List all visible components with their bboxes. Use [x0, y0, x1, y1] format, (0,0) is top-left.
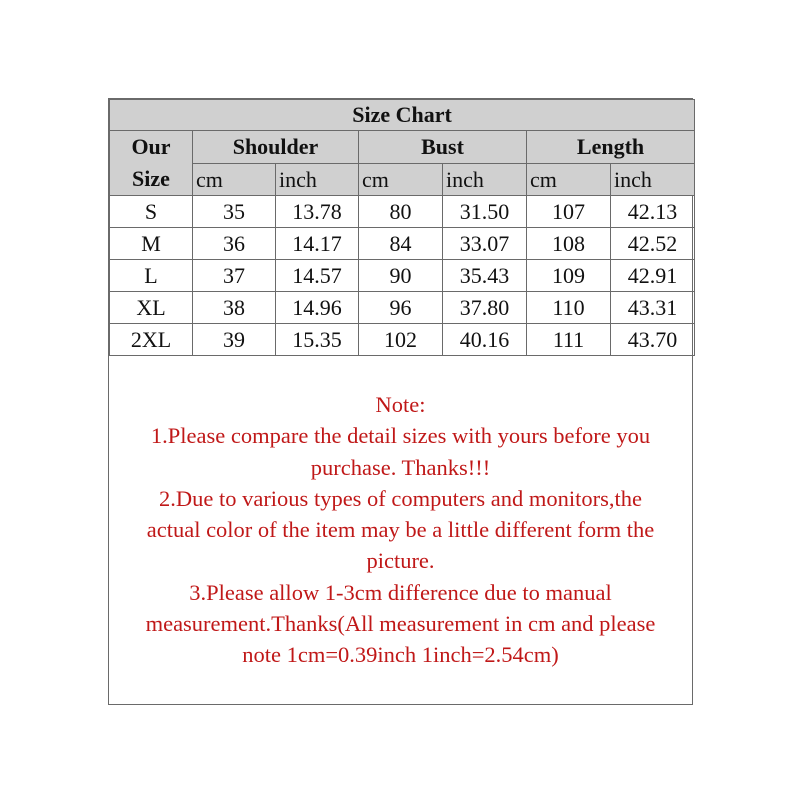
table-cell: 90: [359, 260, 443, 292]
size-table: [109, 99, 695, 356]
table-cell: 38: [193, 292, 276, 324]
table-cell: 31.50: [443, 196, 527, 228]
table-cell: 42.13: [611, 196, 695, 228]
unit-inch: inch: [611, 163, 695, 196]
table-cell: 39: [193, 324, 276, 356]
table-cell: 14.96: [276, 292, 359, 324]
table-cell: 37.80: [443, 292, 527, 324]
unit-inch: inch: [443, 163, 527, 196]
table-row: [110, 324, 695, 356]
note-line: 3.Please allow 1-3cm difference due to manual: [189, 579, 612, 605]
note-line: 1.Please compare the detail sizes with yours before you: [150, 423, 651, 449]
note-line: measurement.Thanks(All measurement in cm and please: [145, 611, 656, 637]
table-row: [110, 196, 695, 228]
unit-cm: cm: [527, 163, 611, 196]
shoulder-header: Shoulder: [193, 131, 359, 164]
unit-cm: cm: [359, 163, 443, 196]
table-cell: 14.17: [276, 228, 359, 260]
size-label: XL: [110, 292, 193, 324]
note-line: purchase. Thanks!!!: [310, 454, 491, 480]
table-cell: 43.31: [611, 292, 695, 324]
note-line: actual color of the item may be a little different form the: [146, 517, 655, 543]
bust-header: Bust: [359, 131, 527, 164]
unit-inch: inch: [276, 163, 359, 196]
table-cell: 14.57: [276, 260, 359, 292]
size-label: L: [110, 260, 193, 292]
length-header: Length: [527, 131, 695, 164]
size-label: M: [110, 228, 193, 260]
table-cell: 42.52: [611, 228, 695, 260]
size-chart: [108, 98, 693, 705]
table-cell: 36: [193, 228, 276, 260]
notes-block: [109, 389, 692, 671]
table-row: [110, 292, 695, 324]
table-row: [110, 228, 695, 260]
table-cell: 108: [527, 228, 611, 260]
our-size-line-1: Our: [131, 134, 171, 159]
note-line: picture.: [366, 548, 435, 574]
table-cell: 107: [527, 196, 611, 228]
table-cell: 35: [193, 196, 276, 228]
table-cell: 80: [359, 196, 443, 228]
unit-cm: cm: [193, 163, 276, 196]
table-cell: 40.16: [443, 324, 527, 356]
table-cell: 43.70: [611, 324, 695, 356]
table-cell: 42.91: [611, 260, 695, 292]
note-line: 2.Due to various types of computers and monitors,the: [158, 485, 643, 511]
note-line: note 1cm=0.39inch 1inch=2.54cm): [242, 642, 559, 668]
table-cell: 96: [359, 292, 443, 324]
table-cell: 111: [527, 324, 611, 356]
table-cell: 110: [527, 292, 611, 324]
table-cell: 37: [193, 260, 276, 292]
note-heading: Note:: [375, 392, 426, 417]
table-cell: 35.43: [443, 260, 527, 292]
table-cell: 15.35: [276, 324, 359, 356]
size-label: S: [110, 196, 193, 228]
table-row: [110, 260, 695, 292]
table-cell: 13.78: [276, 196, 359, 228]
size-label: 2XL: [110, 324, 193, 356]
chart-title: Size Chart: [110, 100, 695, 131]
table-cell: 109: [527, 260, 611, 292]
our-size-line-2: Size: [132, 166, 170, 191]
our-size-header: [110, 131, 193, 196]
table-cell: 33.07: [443, 228, 527, 260]
table-cell: 84: [359, 228, 443, 260]
table-cell: 102: [359, 324, 443, 356]
